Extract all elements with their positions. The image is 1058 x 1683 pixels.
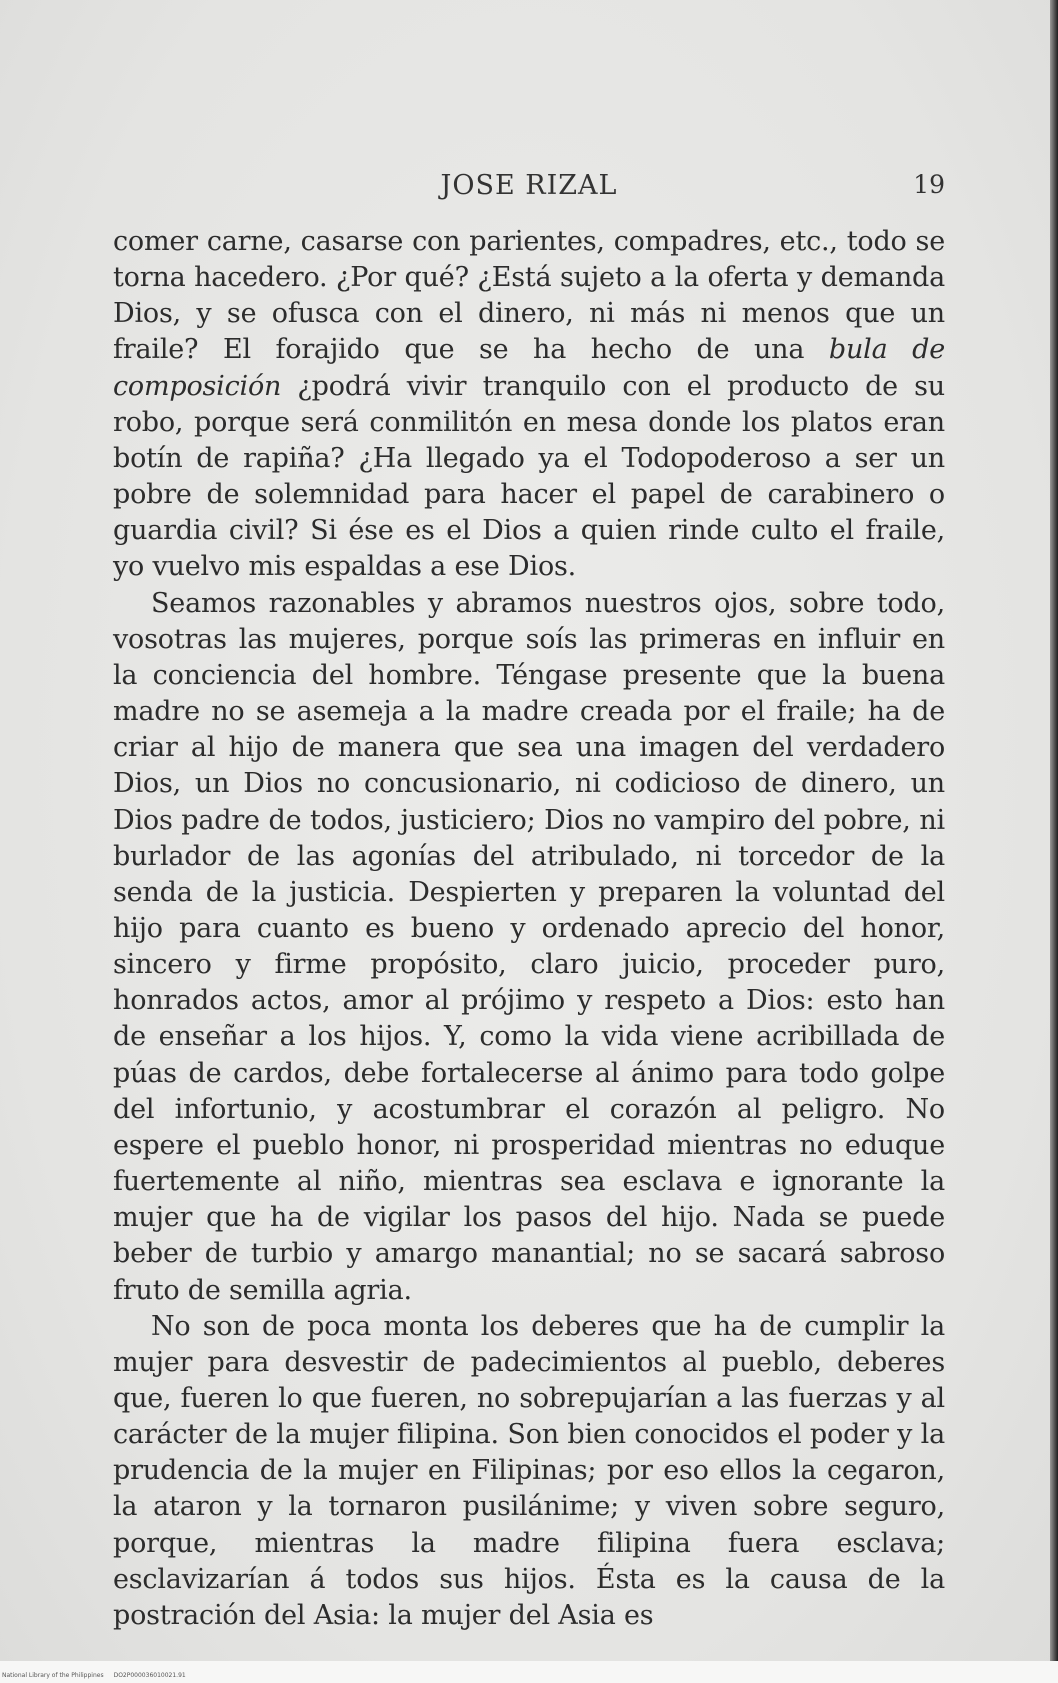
scan-footer-band: [0, 1661, 1058, 1683]
paragraph-1-text-end: ¿podrá vivir tranquilo con el producto de su robo, porque será conmilitón en mesa donde los platos eran botín de rapiña? ¿Ha llegado ya el Todopoderoso a ser un pobre de solemnidad para hacer el papel de carabinero o guardia civil? Si ése es el Dios a quien rinde culto el fraile, yo vuelvo mis espaldas a ese Dios.: [113, 370, 945, 583]
running-head: [113, 170, 945, 210]
scan-credit: [2, 1672, 186, 1679]
body-text: [113, 224, 945, 1634]
paragraph-1-text-start: comer carne, casarse con parientes, compadres, etc., todo se torna hacedero. ¿Por qué? ¿Está sujeto a la oferta y demanda Dios, y se ofusca con el dinero, ni más ni menos que un fraile? El forajido que se ha hecho de una: [113, 226, 945, 366]
paragraph-1: [113, 224, 945, 586]
library-credit: National Library of the Philippines: [2, 1672, 104, 1679]
running-title: JOSE RIZAL: [440, 170, 618, 201]
page-number: 19: [913, 170, 945, 199]
paragraph-2: Seamos razonables y abramos nuestros ojos, sobre todo, vosotras las mujeres, porque soís las primeras en influir en la conciencia del hombre. Téngase presente que la buena madre no se asemeja a la madre creada por el fraile; ha de criar al hijo de manera que sea una imagen del verdadero Dios, un Dios no concusionario, ni codicioso de dinero, un Dios padre de todos, justiciero; Dios no vampiro del pobre, ni burlador de las agonías del atribulado, ni torcedor de la senda de la justicia. Despierten y preparen la voluntad del hijo para cuanto es bueno y ordenado aprecio del honor, sincero y firme propósito, claro juicio, proceder puro, honrados actos, amor al prójimo y respeto a Dios: esto han de enseñar a los hijos. Y, como la vida viene acribillada de púas de cardos, debe fortalecerse al ánimo para todo golpe del infortunio, y acostumbrar el corazón al peligro. No espere el pueblo honor, ni prosperidad mientras no eduque fuertemente al niño, mientras sea esclava e ignorante la mujer que ha de vigilar los pasos del hijo. Nada se puede beber de turbio y amargo manantial; no se sacará sabroso fruto de semilla agria.: [113, 587, 945, 1306]
paragraph-3: No son de poca monta los deberes que ha de cumplir la mujer para desvestir de padecimientos al pueblo, deberes que, fueren lo que fueren, no sobrepujarían a las fuerzas y al carácter de la mujer filipina. Son bien conocidos el poder y la prudencia de la mujer en Filipinas; por eso ellos la cegaron, la ataron y la tornaron pusilánime; y viven sobre seguro, porque, mientras la madre filipina fuera esclava; esclavizarían á todos sus hijos. Ésta es la causa de la postración del Asia: la mujer del Asia es: [113, 1310, 945, 1631]
page-edge-shadow: [1050, 0, 1058, 1683]
scan-code: DO2P000036010021.91: [113, 1672, 186, 1679]
italic-phrase: bula de composición: [113, 334, 945, 402]
